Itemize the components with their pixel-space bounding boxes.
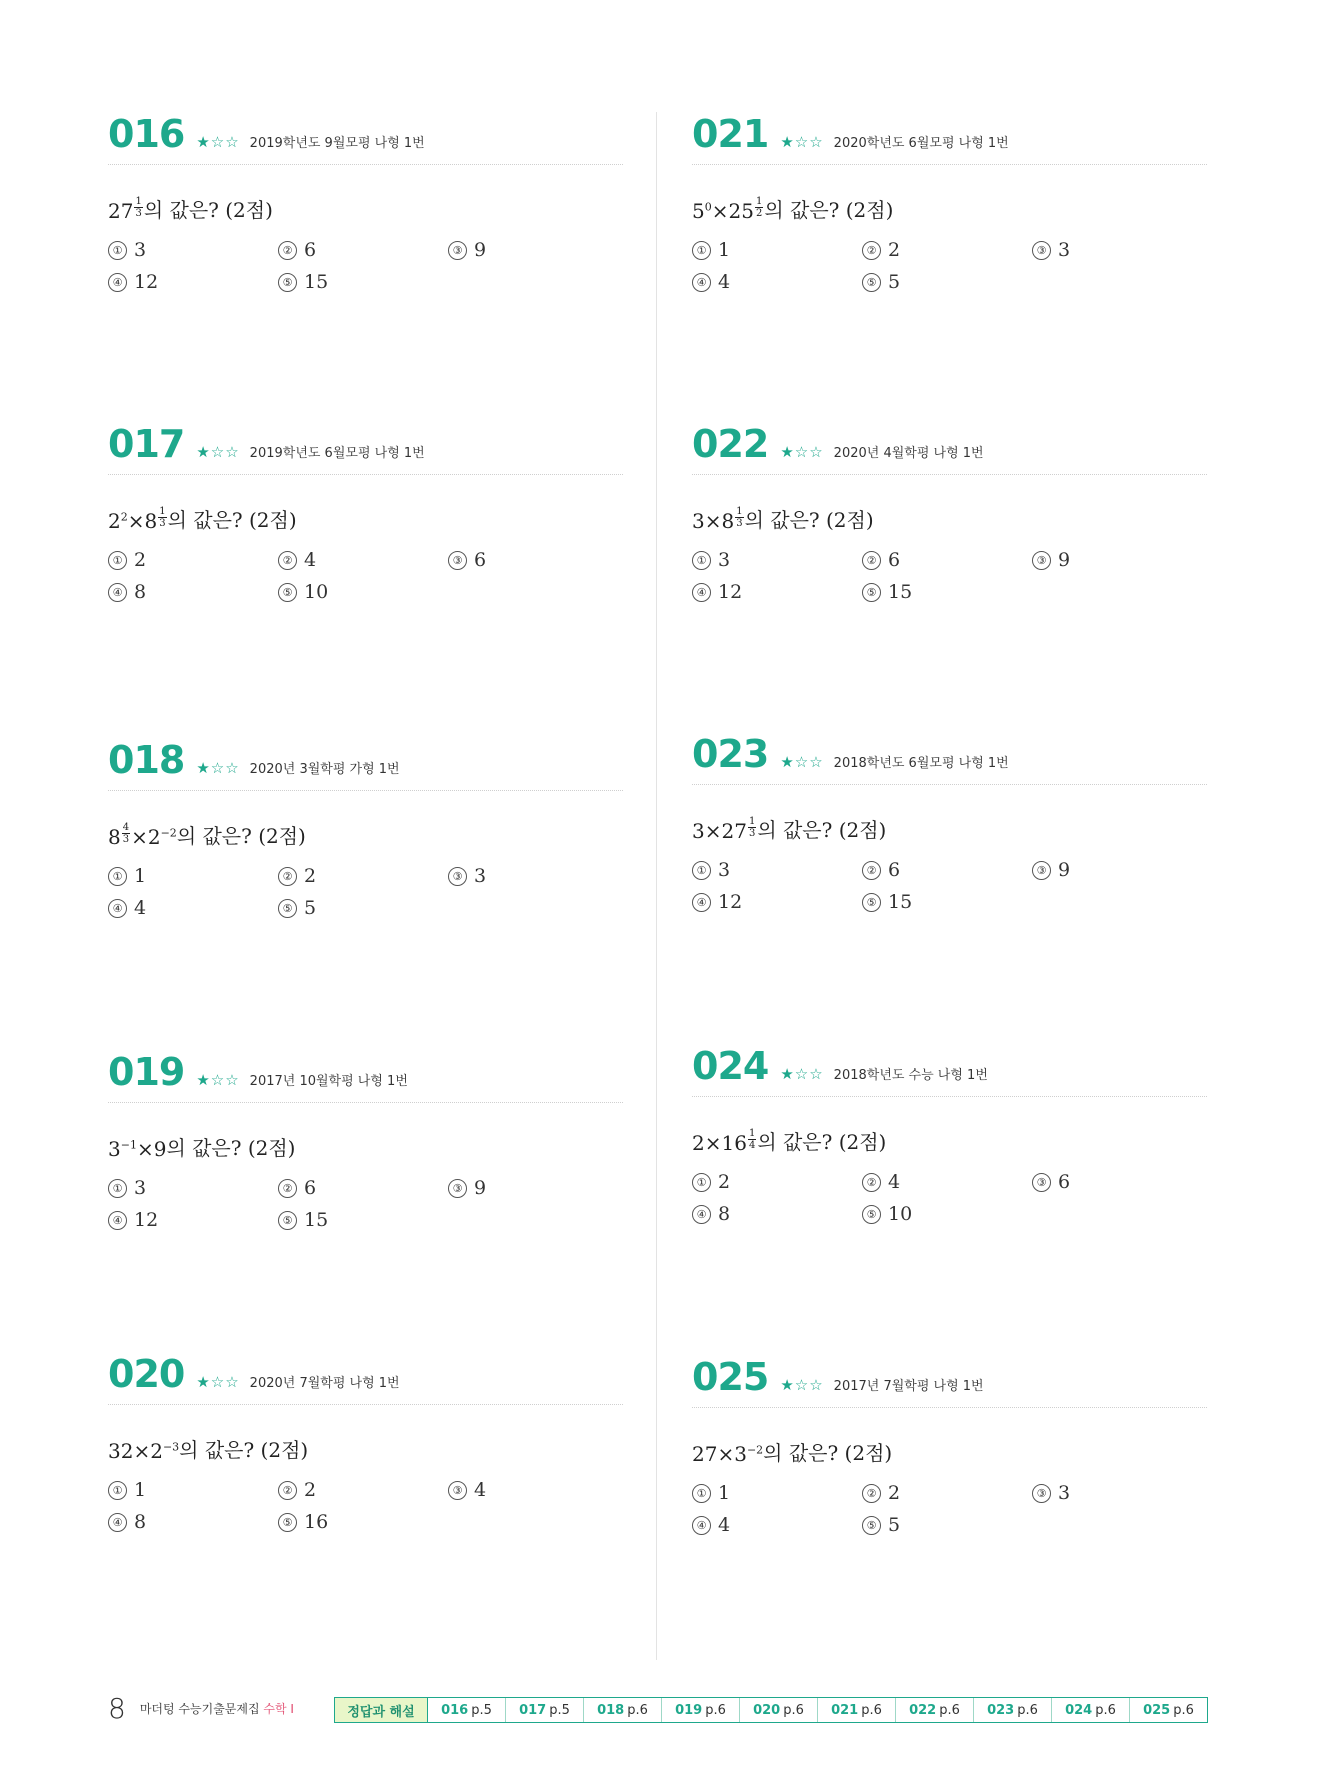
circled-three-icon: ③	[448, 241, 467, 260]
problem-source: 2020학년도 6월모평 나형 1번	[833, 136, 1009, 151]
circled-three-icon: ③	[448, 867, 467, 886]
math-expression: 27 $\frac{1}{3}$	[108, 196, 142, 223]
problem-number: 018	[108, 738, 185, 782]
answer-options	[692, 549, 1207, 603]
option-2[interactable]: ② 6	[862, 549, 1032, 571]
circled-one-icon: ①	[692, 861, 711, 880]
math-expression: $32\times 2^{-3}$	[108, 1439, 180, 1463]
circled-three-icon: ③	[448, 1179, 467, 1198]
circled-three-icon: ③	[1032, 551, 1051, 570]
circled-two-icon: ②	[278, 1179, 297, 1198]
answer-reference-bar	[334, 1697, 1208, 1723]
answer-options	[108, 549, 623, 603]
option-2[interactable]: ② 2	[278, 1479, 448, 1501]
problem-header	[692, 1355, 1207, 1408]
problem-020	[108, 1352, 623, 1533]
option-3[interactable]: ③ 9	[448, 239, 618, 261]
circled-one-icon: ①	[692, 551, 711, 570]
circled-four-icon: ④	[108, 273, 127, 292]
problem-number: 017	[108, 422, 185, 466]
circled-two-icon: ②	[862, 1173, 881, 1192]
problem-018	[108, 738, 623, 919]
circled-five-icon: ⑤	[278, 1211, 297, 1230]
difficulty-stars: ★☆☆	[780, 1065, 824, 1083]
option-3[interactable]: ③ 6	[448, 549, 618, 571]
difficulty-stars: ★☆☆	[196, 1071, 240, 1089]
circled-two-icon: ②	[862, 1484, 881, 1503]
answer-options	[692, 1171, 1207, 1225]
option-3[interactable]: ③ 3	[448, 865, 618, 887]
option-5[interactable]: ⑤ 15	[278, 1209, 448, 1231]
answer-options	[692, 239, 1207, 293]
option-4[interactable]: ④ 12	[108, 1209, 278, 1231]
problem-source: 2018학년도 6월모평 나형 1번	[833, 756, 1009, 771]
question-text: $5^0\times 25$ $\frac{1}{2}$ 의 값은? (2점)	[692, 196, 894, 223]
problem-header	[108, 1352, 623, 1405]
problem-header	[108, 738, 623, 791]
option-2[interactable]: ② 4	[278, 549, 448, 571]
problem-016	[108, 112, 623, 293]
difficulty-stars: ★☆☆	[780, 1376, 824, 1394]
math-expression: 8 $\frac{4}{3}$ $\times 2^{-2}$	[108, 822, 177, 849]
problem-source: 2018학년도 수능 나형 1번	[833, 1068, 988, 1083]
problem-023	[692, 732, 1207, 913]
circled-one-icon: ①	[692, 1484, 711, 1503]
question-text: $32\times 2^{-3}$ 의 값은? (2점)	[108, 1438, 309, 1463]
difficulty-stars: ★☆☆	[780, 753, 824, 771]
circled-five-icon: ⑤	[862, 1205, 881, 1224]
circled-one-icon: ①	[108, 1179, 127, 1198]
option-4[interactable]: ④ 8	[108, 581, 278, 603]
math-expression: 3×27 $\frac{1}{3}$	[692, 816, 756, 843]
circled-one-icon: ①	[108, 867, 127, 886]
circled-five-icon: ⑤	[862, 893, 881, 912]
question-text: 27 $\frac{1}{3}$ 의 값은? (2점)	[108, 196, 273, 223]
difficulty-stars: ★☆☆	[196, 133, 240, 151]
question-text: $3^{-1}\times 9$ 의 값은? (2점)	[108, 1136, 296, 1161]
question-text: 3×27 $\frac{1}{3}$ 의 값은? (2점)	[692, 816, 887, 843]
book-title: 마더텅 수능기출문제집 수학 Ⅰ	[139, 1702, 294, 1716]
problem-019	[108, 1050, 623, 1231]
circled-five-icon: ⑤	[862, 583, 881, 602]
option-4[interactable]: ④ 8	[108, 1511, 278, 1533]
answer-ref-018[interactable]: 018 p.6	[584, 1698, 662, 1722]
option-4[interactable]: ④ 4	[692, 1514, 862, 1536]
difficulty-stars: ★☆☆	[780, 443, 824, 461]
math-expression: $3^{-1}\times 9$	[108, 1137, 167, 1161]
problem-017	[108, 422, 623, 603]
circled-four-icon: ④	[692, 893, 711, 912]
circled-five-icon: ⑤	[862, 273, 881, 292]
option-4[interactable]: ④ 12	[692, 891, 862, 913]
circled-two-icon: ②	[862, 861, 881, 880]
answer-ref-025[interactable]: 025 p.6	[1143, 1702, 1194, 1718]
circled-five-icon: ⑤	[278, 583, 297, 602]
option-3[interactable]: ③ 3	[1032, 239, 1202, 261]
circled-two-icon: ②	[278, 551, 297, 570]
option-5[interactable]: ⑤ 5	[862, 271, 1032, 293]
circled-three-icon: ③	[1032, 1484, 1051, 1503]
circled-three-icon: ③	[448, 551, 467, 570]
problem-header	[108, 1050, 623, 1103]
answer-options	[108, 1177, 623, 1231]
difficulty-stars: ★☆☆	[780, 133, 824, 151]
circled-four-icon: ④	[692, 1205, 711, 1224]
option-1[interactable]: ① 2	[108, 549, 278, 571]
circled-five-icon: ⑤	[278, 899, 297, 918]
option-1[interactable]: ① 3	[108, 239, 278, 261]
circled-two-icon: ②	[862, 551, 881, 570]
option-1[interactable]: ① 1	[692, 1482, 862, 1504]
question-text: 3×8 $\frac{1}{3}$ 의 값은? (2점)	[692, 506, 874, 533]
problem-021	[692, 112, 1207, 293]
answer-ref-024[interactable]: 024 p.6	[1052, 1698, 1130, 1722]
option-4[interactable]: ④ 4	[108, 897, 278, 919]
page-number: 8	[108, 1692, 126, 1725]
answer-ref-022[interactable]: 022 p.6	[896, 1698, 974, 1722]
problem-header	[108, 112, 623, 165]
difficulty-stars: ★☆☆	[196, 443, 240, 461]
option-2[interactable]: ② 6	[278, 239, 448, 261]
option-1[interactable]: ① 2	[692, 1171, 862, 1193]
circled-three-icon: ③	[1032, 241, 1051, 260]
problem-header	[692, 112, 1207, 165]
problem-header	[692, 732, 1207, 785]
problem-header	[692, 422, 1207, 475]
answer-ref-020[interactable]: 020 p.6	[740, 1698, 818, 1722]
problem-source: 2017년 7월학평 나형 1번	[833, 1379, 984, 1394]
circled-three-icon: ③	[1032, 1173, 1051, 1192]
option-3[interactable]: ③ 9	[448, 1177, 618, 1199]
problem-header	[692, 1044, 1207, 1097]
option-4[interactable]: ④ 8	[692, 1203, 862, 1225]
circled-five-icon: ⑤	[862, 1516, 881, 1535]
option-4[interactable]: ④ 12	[692, 581, 862, 603]
problem-number: 024	[692, 1044, 769, 1088]
column-divider	[656, 112, 657, 1660]
circled-two-icon: ②	[862, 241, 881, 260]
circled-one-icon: ①	[692, 241, 711, 260]
option-2[interactable]: ② 2	[862, 239, 1032, 261]
option-5[interactable]: ⑤ 15	[862, 891, 1032, 913]
answer-options	[108, 239, 623, 293]
problem-source: 2019학년도 6월모평 나형 1번	[249, 446, 425, 461]
circled-five-icon: ⑤	[278, 1513, 297, 1532]
circled-four-icon: ④	[692, 583, 711, 602]
answer-ref-019[interactable]: 019 p.6	[662, 1698, 740, 1722]
circled-two-icon: ②	[278, 1481, 297, 1500]
circled-four-icon: ④	[692, 1516, 711, 1535]
math-expression: $27\times 3^{-2}$	[692, 1442, 764, 1466]
option-1[interactable]: ① 3	[108, 1177, 278, 1199]
circled-two-icon: ②	[278, 867, 297, 886]
option-3[interactable]: ③ 3	[1032, 1482, 1202, 1504]
option-4[interactable]: ④ 4	[692, 271, 862, 293]
circled-one-icon: ①	[692, 1173, 711, 1192]
option-2[interactable]: ② 2	[278, 865, 448, 887]
problem-024	[692, 1044, 1207, 1225]
problem-022	[692, 422, 1207, 603]
option-2[interactable]: ② 6	[278, 1177, 448, 1199]
option-2[interactable]: ② 6	[862, 859, 1032, 881]
question-text: 2×16 $\frac{1}{4}$ 의 값은? (2점)	[692, 1128, 887, 1155]
option-5[interactable]: ⑤ 16	[278, 1511, 448, 1533]
difficulty-stars: ★☆☆	[196, 1373, 240, 1391]
circled-three-icon: ③	[448, 1481, 467, 1500]
option-1[interactable]: ① 1	[692, 239, 862, 261]
option-3[interactable]: ③ 6	[1032, 1171, 1202, 1193]
math-expression: 3×8 $\frac{1}{3}$	[692, 506, 743, 533]
option-5[interactable]: ⑤ 5	[278, 897, 448, 919]
circled-five-icon: ⑤	[278, 273, 297, 292]
circled-one-icon: ①	[108, 1481, 127, 1500]
subject-label: 수학 Ⅰ	[263, 1702, 294, 1716]
option-4[interactable]: ④ 12	[108, 271, 278, 293]
problem-source: 2020년 7월학평 나형 1번	[249, 1376, 400, 1391]
problem-header	[108, 422, 623, 475]
answer-options	[692, 859, 1207, 913]
circled-four-icon: ④	[108, 1211, 127, 1230]
difficulty-stars: ★☆☆	[196, 759, 240, 777]
circled-four-icon: ④	[108, 583, 127, 602]
math-expression: $5^0\times 25$ $\frac{1}{2}$	[692, 196, 763, 223]
answer-options	[108, 1479, 623, 1533]
problem-number: 025	[692, 1355, 769, 1399]
problem-source: 2020년 3월학평 가형 1번	[249, 762, 400, 777]
question-text: 8 $\frac{4}{3}$ $\times 2^{-2}$ 의 값은? (2점)	[108, 822, 306, 849]
option-5[interactable]: ⑤ 15	[862, 581, 1032, 603]
circled-four-icon: ④	[692, 273, 711, 292]
question-text: $2^2\times 8$ $\frac{1}{3}$ 의 값은? (2점)	[108, 506, 297, 533]
option-5[interactable]: ⑤ 10	[862, 1203, 1032, 1225]
option-3[interactable]: ③ 4	[448, 1479, 618, 1501]
circled-three-icon: ③	[1032, 861, 1051, 880]
option-1[interactable]: ① 1	[108, 1479, 278, 1501]
option-3[interactable]: ③ 9	[1032, 549, 1202, 571]
answer-options	[692, 1482, 1207, 1536]
option-1[interactable]: ① 3	[692, 549, 862, 571]
circled-four-icon: ④	[108, 1513, 127, 1532]
option-1[interactable]: ① 3	[692, 859, 862, 881]
answer-ref-023[interactable]: 023 p.6	[974, 1698, 1052, 1722]
answer-ref-016[interactable]: 016 p.5	[428, 1698, 506, 1722]
problem-number: 020	[108, 1352, 185, 1396]
answer-ref-017[interactable]: 017 p.5	[506, 1698, 584, 1722]
answer-ref-021[interactable]: 021 p.6	[818, 1698, 896, 1722]
option-3[interactable]: ③ 9	[1032, 859, 1202, 881]
math-expression: $2^2\times 8$ $\frac{1}{3}$	[108, 506, 166, 533]
page-footer	[108, 1692, 294, 1725]
problem-number: 016	[108, 112, 185, 156]
option-2[interactable]: ② 4	[862, 1171, 1032, 1193]
circled-one-icon: ①	[108, 241, 127, 260]
option-5[interactable]: ⑤ 15	[278, 271, 448, 293]
circled-four-icon: ④	[108, 899, 127, 918]
math-expression: 2×16 $\frac{1}{4}$	[692, 1128, 756, 1155]
circled-two-icon: ②	[278, 241, 297, 260]
problem-number: 022	[692, 422, 769, 466]
problem-source: 2020년 4월학평 나형 1번	[833, 446, 984, 461]
problem-number: 023	[692, 732, 769, 776]
problem-025	[692, 1355, 1207, 1536]
problem-source: 2017년 10월학평 나형 1번	[249, 1074, 408, 1089]
question-text: $27\times 3^{-2}$ 의 값은? (2점)	[692, 1441, 893, 1466]
problem-number: 021	[692, 112, 769, 156]
option-5[interactable]: ⑤ 5	[862, 1514, 1032, 1536]
answer-options	[108, 865, 623, 919]
problem-source: 2019학년도 9월모평 나형 1번	[249, 136, 425, 151]
option-2[interactable]: ② 2	[862, 1482, 1032, 1504]
option-5[interactable]: ⑤ 10	[278, 581, 448, 603]
circled-one-icon: ①	[108, 551, 127, 570]
problem-number: 019	[108, 1050, 185, 1094]
option-1[interactable]: ① 1	[108, 865, 278, 887]
answer-label: 정답과 해설	[335, 1698, 428, 1722]
